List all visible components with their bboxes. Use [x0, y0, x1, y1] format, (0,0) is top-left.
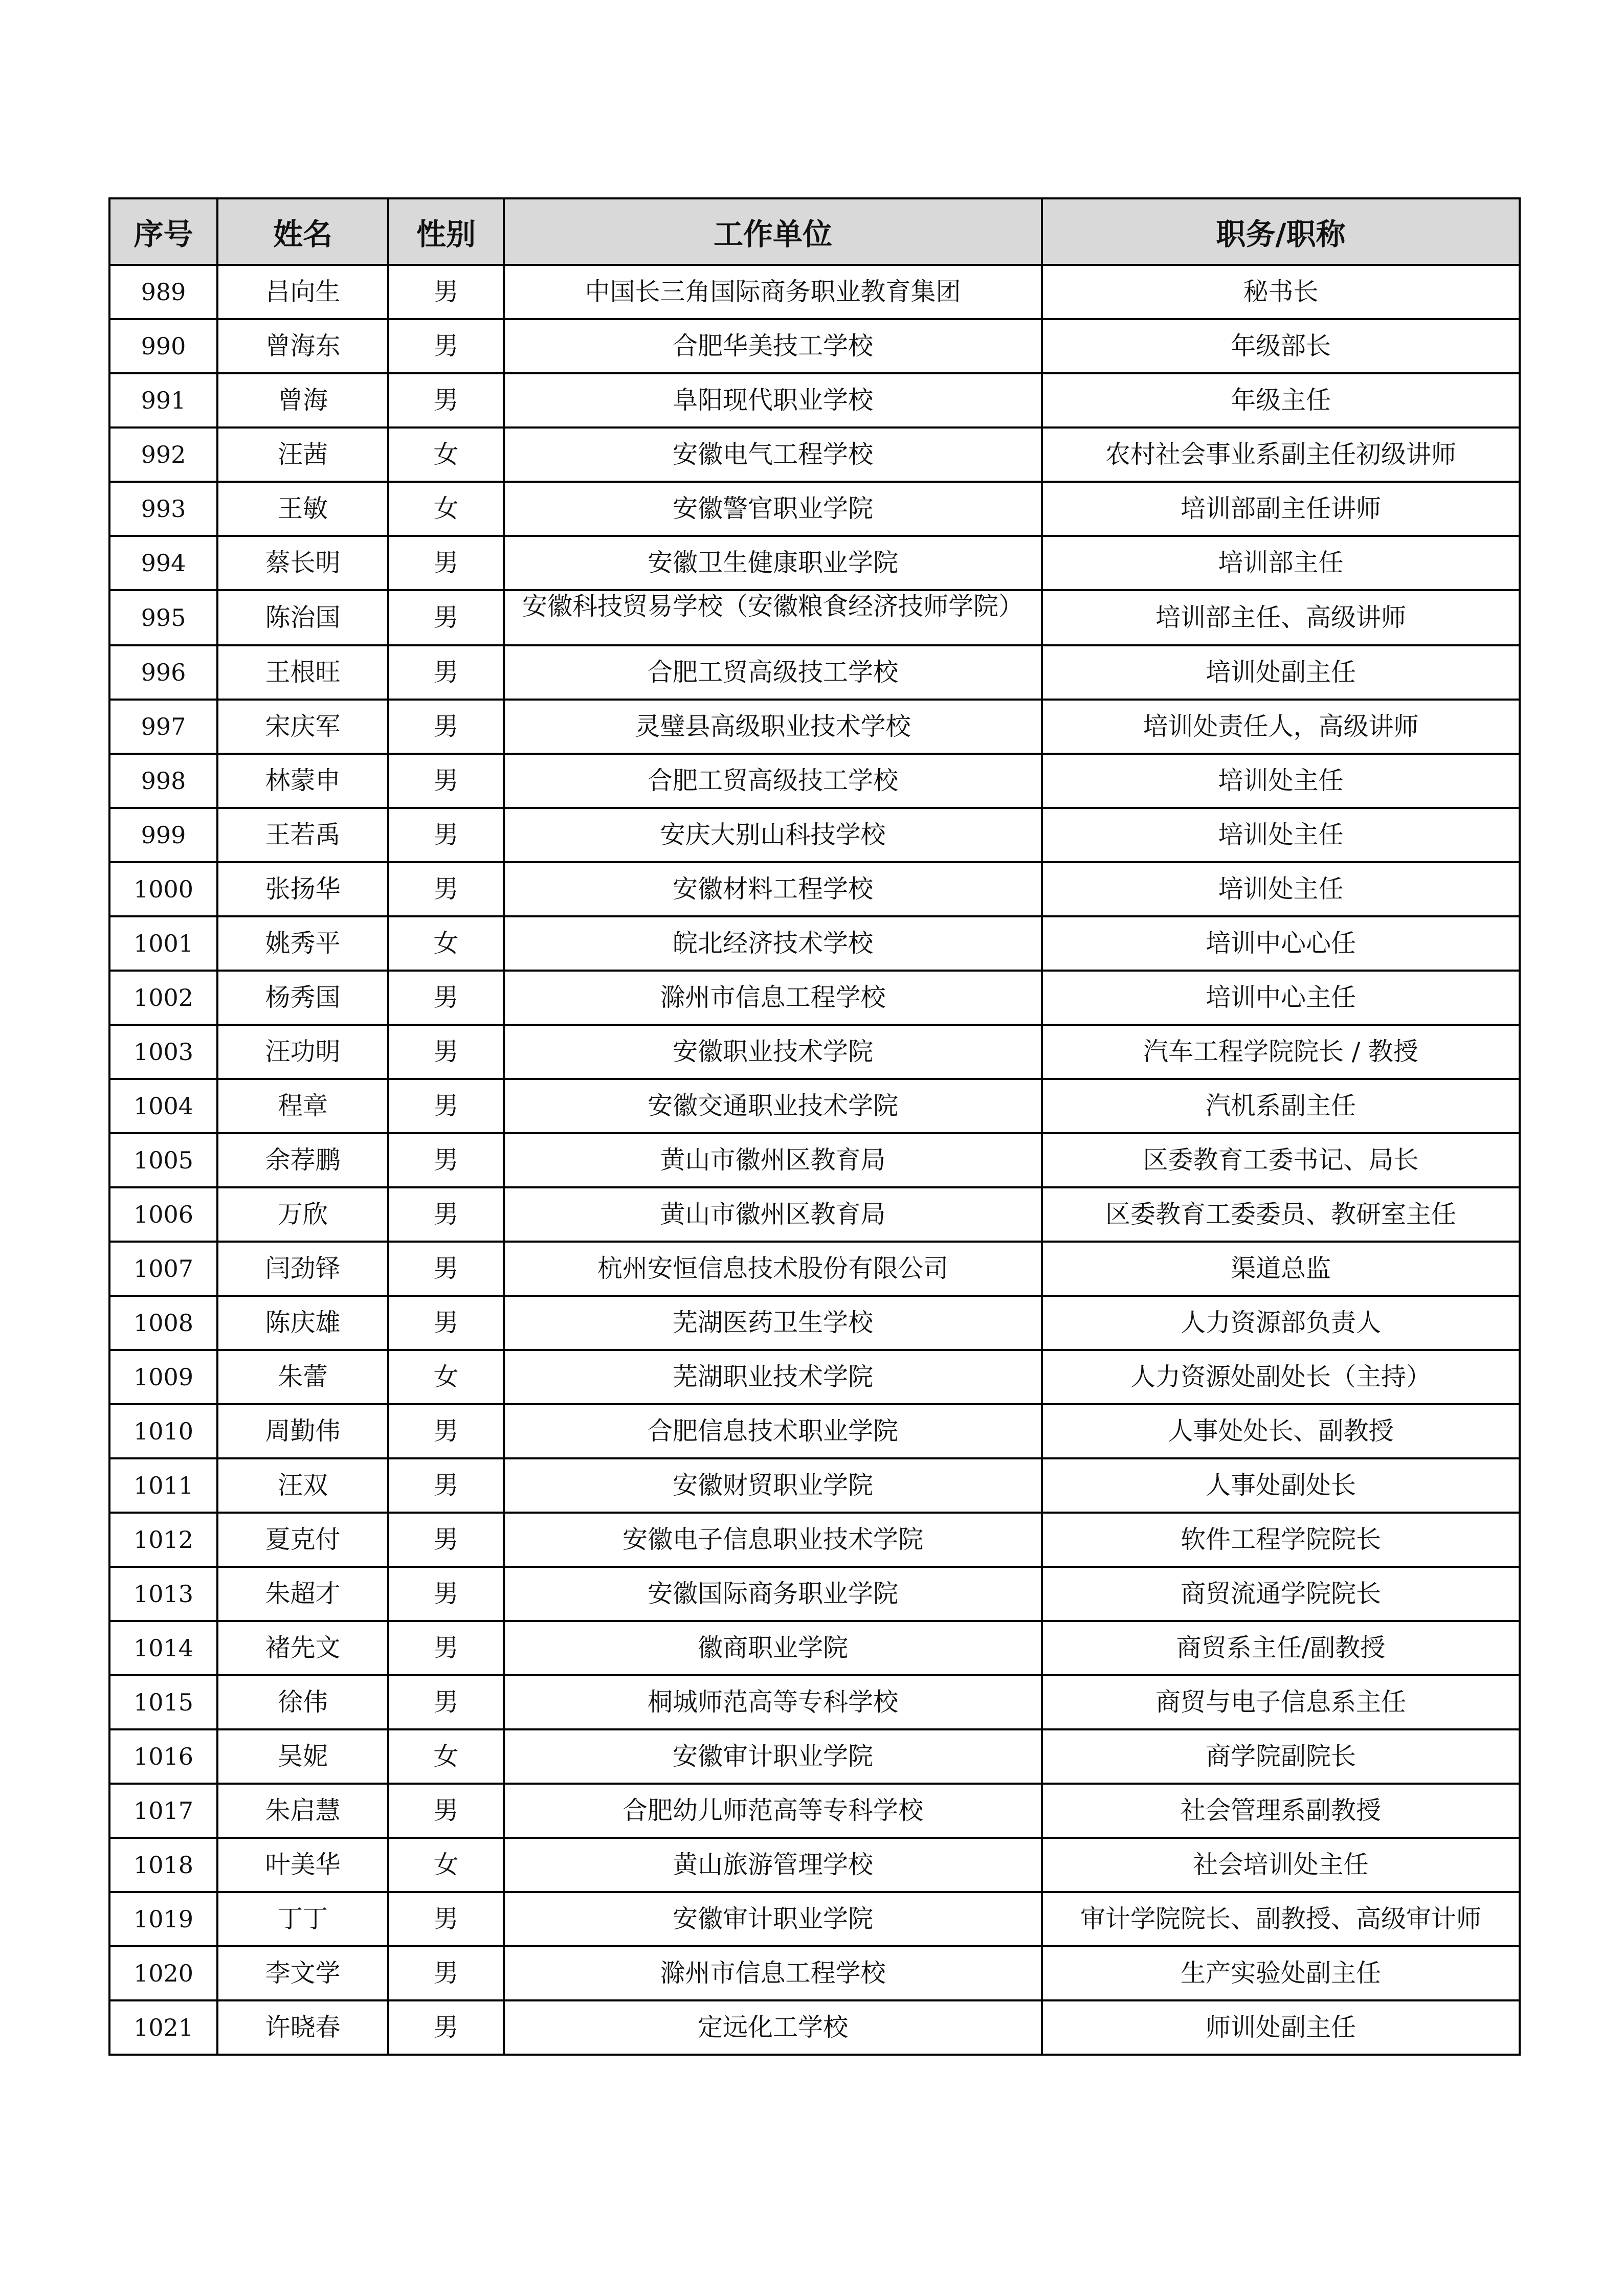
name-cell: 褚先文: [217, 1621, 388, 1675]
work-unit-cell: 滁州市信息工程学校: [504, 1946, 1042, 2000]
position-title-cell: 区委教育工委书记、局长: [1042, 1133, 1520, 1187]
name-cell: 周勤伟: [217, 1404, 388, 1458]
gender-cell: 男: [388, 808, 504, 862]
table-row: [109, 1513, 1520, 1567]
position-title-cell: 培训中心主任: [1042, 971, 1520, 1025]
gender-cell: 男: [388, 1025, 504, 1079]
table-row: [109, 1567, 1520, 1621]
gender-cell: 女: [388, 1838, 504, 1892]
position-title-cell: 年级主任: [1042, 373, 1520, 427]
work-unit-cell: 安徽电子信息职业技术学院: [504, 1513, 1042, 1567]
name-cell: 李文学: [217, 1946, 388, 2000]
gender-cell: 男: [388, 1079, 504, 1133]
position-title-cell: 汽机系副主任: [1042, 1079, 1520, 1133]
work-unit-cell: 芜湖职业技术学院: [504, 1350, 1042, 1404]
serial-number-cell: 991: [109, 373, 217, 427]
work-unit-cell: 定远化工学校: [504, 2000, 1042, 2055]
name-cell: 曾海东: [217, 319, 388, 373]
name-cell: 林蒙申: [217, 754, 388, 808]
position-title-cell: 培训部副主任讲师: [1042, 482, 1520, 536]
serial-number-cell: 1017: [109, 1784, 217, 1838]
gender-cell: 男: [388, 862, 504, 916]
table-row: [109, 700, 1520, 754]
position-title-cell: 汽车工程学院院长 / 教授: [1042, 1025, 1520, 1079]
name-cell: 丁丁: [217, 1892, 388, 1946]
gender-cell: 男: [388, 1675, 504, 1729]
table-header-row: [109, 198, 1520, 265]
header-serial-number: 序号: [109, 198, 217, 265]
serial-number-cell: 998: [109, 754, 217, 808]
work-unit-cell: 黄山市徽州区教育局: [504, 1187, 1042, 1242]
gender-cell: 女: [388, 916, 504, 971]
table-row: [109, 427, 1520, 482]
work-unit-cell: 安庆大别山科技学校: [504, 808, 1042, 862]
table-row: [109, 1729, 1520, 1784]
position-title-cell: 培训部主任: [1042, 536, 1520, 590]
serial-number-cell: 1007: [109, 1242, 217, 1296]
work-unit-cell: 灵璧县高级职业技术学校: [504, 700, 1042, 754]
position-title-cell: 软件工程学院院长: [1042, 1513, 1520, 1567]
position-title-cell: 培训处责任人，高级讲师: [1042, 700, 1520, 754]
work-unit-cell: 安徽电气工程学校: [504, 427, 1042, 482]
serial-number-cell: 1014: [109, 1621, 217, 1675]
name-cell: 姚秀平: [217, 916, 388, 971]
table-row: [109, 373, 1520, 427]
name-cell: 王敏: [217, 482, 388, 536]
name-cell: 程章: [217, 1079, 388, 1133]
serial-number-cell: 989: [109, 265, 217, 319]
work-unit-cell: 合肥华美技工学校: [504, 319, 1042, 373]
position-title-cell: 秘书长: [1042, 265, 1520, 319]
gender-cell: 女: [388, 482, 504, 536]
position-title-cell: 农村社会事业系副主任初级讲师: [1042, 427, 1520, 482]
table-row: [109, 1296, 1520, 1350]
serial-number-cell: 1008: [109, 1296, 217, 1350]
gender-cell: 男: [388, 1404, 504, 1458]
position-title-cell: 培训中心心任: [1042, 916, 1520, 971]
table-row: [109, 319, 1520, 373]
gender-cell: 男: [388, 971, 504, 1025]
serial-number-cell: 1012: [109, 1513, 217, 1567]
table-row: [109, 645, 1520, 700]
work-unit-cell: 徽商职业学院: [504, 1621, 1042, 1675]
gender-cell: 男: [388, 590, 504, 645]
position-title-cell: 年级部长: [1042, 319, 1520, 373]
table-row: [109, 862, 1520, 916]
name-cell: 夏克付: [217, 1513, 388, 1567]
table-row: [109, 1404, 1520, 1458]
name-cell: 汪功明: [217, 1025, 388, 1079]
serial-number-cell: 996: [109, 645, 217, 700]
name-cell: 叶美华: [217, 1838, 388, 1892]
gender-cell: 男: [388, 1187, 504, 1242]
table-body: [109, 265, 1520, 2055]
gender-cell: 女: [388, 1729, 504, 1784]
table-row: [109, 1133, 1520, 1187]
position-title-cell: 培训部主任、高级讲师: [1042, 590, 1520, 645]
table-row: [109, 482, 1520, 536]
position-title-cell: 社会管理系副教授: [1042, 1784, 1520, 1838]
name-cell: 吴妮: [217, 1729, 388, 1784]
position-title-cell: 人力资源处副处长（主持）: [1042, 1350, 1520, 1404]
work-unit-cell: 合肥工贸高级技工学校: [504, 645, 1042, 700]
name-cell: 宋庆军: [217, 700, 388, 754]
header-gender: 性别: [388, 198, 504, 265]
serial-number-cell: 990: [109, 319, 217, 373]
name-cell: 杨秀国: [217, 971, 388, 1025]
name-cell: 蔡长明: [217, 536, 388, 590]
serial-number-cell: 995: [109, 590, 217, 645]
serial-number-cell: 1006: [109, 1187, 217, 1242]
table-row: [109, 754, 1520, 808]
gender-cell: 男: [388, 1567, 504, 1621]
work-unit-text: 安徽科技贸易学校（安徽粮食经济技师学院）: [522, 592, 1024, 621]
position-title-cell: 培训处主任: [1042, 754, 1520, 808]
work-unit-cell: 安徽职业技术学院: [504, 1025, 1042, 1079]
work-unit-cell: 安徽国际商务职业学院: [504, 1567, 1042, 1621]
position-title-cell: 生产实验处副主任: [1042, 1946, 1520, 2000]
gender-cell: 男: [388, 1296, 504, 1350]
work-unit-cell: 滁州市信息工程学校: [504, 971, 1042, 1025]
position-title-cell: 人力资源部负责人: [1042, 1296, 1520, 1350]
gender-cell: 男: [388, 1133, 504, 1187]
name-cell: 王若禹: [217, 808, 388, 862]
table-row: [109, 1187, 1520, 1242]
position-title-cell: 商学院副院长: [1042, 1729, 1520, 1784]
work-unit-cell: 安徽审计职业学院: [504, 1729, 1042, 1784]
gender-cell: 男: [388, 700, 504, 754]
table-row: [109, 1621, 1520, 1675]
serial-number-cell: 999: [109, 808, 217, 862]
gender-cell: 男: [388, 319, 504, 373]
table-row: [109, 971, 1520, 1025]
position-title-cell: 人事处副处长: [1042, 1458, 1520, 1513]
gender-cell: 男: [388, 2000, 504, 2055]
serial-number-cell: 1021: [109, 2000, 217, 2055]
work-unit-cell: 安徽材料工程学校: [504, 862, 1042, 916]
position-title-cell: 商贸与电子信息系主任: [1042, 1675, 1520, 1729]
serial-number-cell: 1002: [109, 971, 217, 1025]
gender-cell: 男: [388, 373, 504, 427]
name-cell: 徐伟: [217, 1675, 388, 1729]
serial-number-cell: 1013: [109, 1567, 217, 1621]
name-cell: 余荐鹏: [217, 1133, 388, 1187]
serial-number-cell: 994: [109, 536, 217, 590]
work-unit-cell: 黄山市徽州区教育局: [504, 1133, 1042, 1187]
table-row: [109, 808, 1520, 862]
name-cell: 万欣: [217, 1187, 388, 1242]
gender-cell: 男: [388, 265, 504, 319]
name-cell: 吕向生: [217, 265, 388, 319]
serial-number-cell: 1019: [109, 1892, 217, 1946]
table-row: [109, 1079, 1520, 1133]
work-unit-cell: 安徽交通职业技术学院: [504, 1079, 1042, 1133]
table-row: [109, 590, 1520, 645]
table-row: [109, 1946, 1520, 2000]
gender-cell: 男: [388, 1892, 504, 1946]
work-unit-cell: 合肥幼儿师范高等专科学校: [504, 1784, 1042, 1838]
position-title-cell: 培训处主任: [1042, 862, 1520, 916]
position-title-cell: 审计学院院长、副教授、高级审计师: [1042, 1892, 1520, 1946]
name-cell: 许晓春: [217, 2000, 388, 2055]
serial-number-cell: 1016: [109, 1729, 217, 1784]
work-unit-cell: [504, 590, 1042, 645]
table-row: [109, 2000, 1520, 2055]
work-unit-cell: 桐城师范高等专科学校: [504, 1675, 1042, 1729]
table-row: [109, 1675, 1520, 1729]
work-unit-cell: 杭州安恒信息技术股份有限公司: [504, 1242, 1042, 1296]
table-row: [109, 1892, 1520, 1946]
gender-cell: 男: [388, 754, 504, 808]
work-unit-cell: 安徽卫生健康职业学院: [504, 536, 1042, 590]
work-unit-cell: 安徽审计职业学院: [504, 1892, 1042, 1946]
serial-number-cell: 1020: [109, 1946, 217, 2000]
serial-number-cell: 993: [109, 482, 217, 536]
work-unit-cell: 合肥信息技术职业学院: [504, 1404, 1042, 1458]
gender-cell: 男: [388, 1458, 504, 1513]
name-cell: 闫劲铎: [217, 1242, 388, 1296]
position-title-cell: 商贸流通学院院长: [1042, 1567, 1520, 1621]
name-cell: 王根旺: [217, 645, 388, 700]
table-row: [109, 1784, 1520, 1838]
gender-cell: 男: [388, 1242, 504, 1296]
table-row: [109, 1242, 1520, 1296]
serial-number-cell: 1010: [109, 1404, 217, 1458]
position-title-cell: 培训处主任: [1042, 808, 1520, 862]
serial-number-cell: 1009: [109, 1350, 217, 1404]
name-cell: 张扬华: [217, 862, 388, 916]
header-work-unit: 工作单位: [504, 198, 1042, 265]
gender-cell: 男: [388, 1946, 504, 2000]
name-cell: 汪双: [217, 1458, 388, 1513]
work-unit-cell: 阜阳现代职业学校: [504, 373, 1042, 427]
table-row: [109, 1838, 1520, 1892]
work-unit-cell: 安徽警官职业学院: [504, 482, 1042, 536]
gender-cell: 女: [388, 427, 504, 482]
name-cell: 曾海: [217, 373, 388, 427]
gender-cell: 男: [388, 1621, 504, 1675]
work-unit-cell: 中国长三角国际商务职业教育集团: [504, 265, 1042, 319]
name-cell: 朱启慧: [217, 1784, 388, 1838]
gender-cell: 男: [388, 645, 504, 700]
name-cell: 陈庆雄: [217, 1296, 388, 1350]
serial-number-cell: 1018: [109, 1838, 217, 1892]
position-title-cell: 社会培训处主任: [1042, 1838, 1520, 1892]
work-unit-cell: 黄山旅游管理学校: [504, 1838, 1042, 1892]
serial-number-cell: 1004: [109, 1079, 217, 1133]
name-cell: 朱蕾: [217, 1350, 388, 1404]
position-title-cell: 区委教育工委委员、教研室主任: [1042, 1187, 1520, 1242]
table-row: [109, 1350, 1520, 1404]
serial-number-cell: 1003: [109, 1025, 217, 1079]
serial-number-cell: 992: [109, 427, 217, 482]
work-unit-cell: 芜湖医药卫生学校: [504, 1296, 1042, 1350]
roster-table: [108, 197, 1521, 2056]
position-title-cell: 培训处副主任: [1042, 645, 1520, 700]
serial-number-cell: 997: [109, 700, 217, 754]
serial-number-cell: 1011: [109, 1458, 217, 1513]
gender-cell: 男: [388, 536, 504, 590]
position-title-cell: 人事处处长、副教授: [1042, 1404, 1520, 1458]
gender-cell: 女: [388, 1350, 504, 1404]
header-position-title: 职务/职称: [1042, 198, 1520, 265]
name-cell: 汪茜: [217, 427, 388, 482]
header-name: 姓名: [217, 198, 388, 265]
serial-number-cell: 1005: [109, 1133, 217, 1187]
work-unit-cell: 合肥工贸高级技工学校: [504, 754, 1042, 808]
serial-number-cell: 1015: [109, 1675, 217, 1729]
position-title-cell: 渠道总监: [1042, 1242, 1520, 1296]
table-row: [109, 536, 1520, 590]
table-row: [109, 1025, 1520, 1079]
gender-cell: 男: [388, 1513, 504, 1567]
position-title-cell: 商贸系主任/副教授: [1042, 1621, 1520, 1675]
name-cell: 陈治国: [217, 590, 388, 645]
work-unit-cell: 皖北经济技术学校: [504, 916, 1042, 971]
position-title-cell: 师训处副主任: [1042, 2000, 1520, 2055]
serial-number-cell: 1001: [109, 916, 217, 971]
table-row: [109, 916, 1520, 971]
work-unit-cell: 安徽财贸职业学院: [504, 1458, 1042, 1513]
name-cell: 朱超才: [217, 1567, 388, 1621]
serial-number-cell: 1000: [109, 862, 217, 916]
table-row: [109, 265, 1520, 319]
table-row: [109, 1458, 1520, 1513]
gender-cell: 男: [388, 1784, 504, 1838]
